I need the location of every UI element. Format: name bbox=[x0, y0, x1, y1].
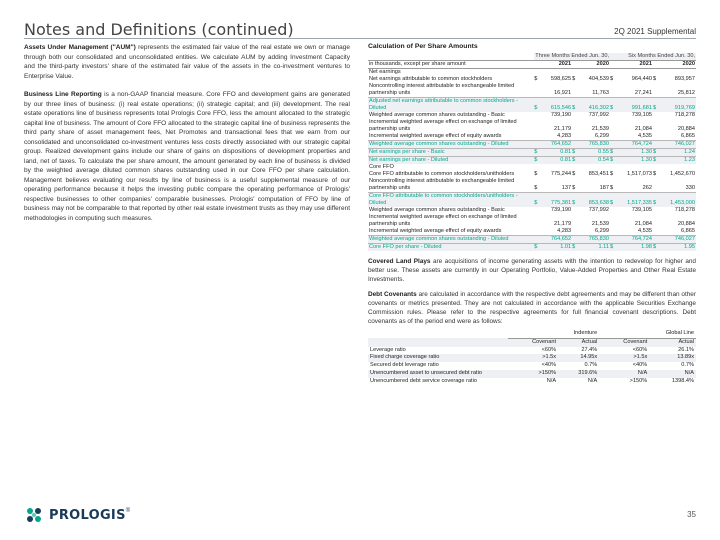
row-value: 0.55 bbox=[577, 149, 610, 157]
six-months-header: Six Months Ended Jun. 30, bbox=[610, 53, 696, 61]
covenant-row bbox=[368, 362, 696, 370]
covenant-value: 0.7% bbox=[584, 362, 598, 369]
covenant-value: >150% bbox=[629, 377, 648, 384]
row-value: 737,992 bbox=[588, 112, 609, 118]
row-value bbox=[577, 69, 610, 77]
currency-symbol: $ bbox=[610, 171, 614, 177]
currency-symbol: $ bbox=[534, 185, 538, 191]
row-value: 27,241 bbox=[634, 90, 652, 96]
currency-symbol: $ bbox=[572, 185, 576, 191]
col-covenant-1: Covenant bbox=[508, 338, 558, 346]
row-value: 330 bbox=[685, 185, 695, 191]
row-value: 739,190 bbox=[550, 207, 572, 213]
per-share-table bbox=[368, 53, 696, 251]
col-actual-1: Actual bbox=[558, 338, 599, 346]
row-value: 764,652 bbox=[539, 141, 572, 149]
row-value: 718,278 bbox=[674, 207, 695, 213]
covenant-row bbox=[368, 354, 696, 362]
covenant-value: N/A bbox=[587, 377, 598, 384]
registered-mark: ® bbox=[125, 508, 131, 514]
row-value: 739,190 bbox=[550, 112, 572, 118]
debt-covenants-term: Debt Covenants bbox=[368, 291, 417, 298]
covenant-value: 14.95x bbox=[558, 354, 599, 362]
row-value: 16,921 bbox=[554, 90, 572, 96]
row-value: 893,957 bbox=[674, 76, 695, 82]
currency-symbol: $ bbox=[572, 193, 577, 208]
row-value: 6,299 bbox=[595, 133, 609, 139]
covenant-value: <40% bbox=[541, 362, 557, 369]
row-value: 20,884 bbox=[677, 221, 695, 227]
covenant-row bbox=[368, 378, 696, 386]
row-value: 615,546 bbox=[539, 98, 572, 113]
currency-symbol: $ bbox=[610, 76, 614, 82]
per-share-row bbox=[368, 193, 696, 208]
currency-symbol: $ bbox=[653, 171, 657, 177]
row-value: 1.23 bbox=[658, 157, 696, 165]
row-value: 853,638 bbox=[577, 193, 610, 208]
currency-symbol: $ bbox=[572, 76, 576, 82]
currency-symbol: $ bbox=[534, 171, 538, 177]
row-value: 853,451 bbox=[588, 171, 609, 177]
covenant-value: 27.4% bbox=[581, 346, 598, 353]
global-line-header: Global Line bbox=[599, 330, 696, 338]
indenture-header: Indenture bbox=[508, 330, 599, 338]
row-value: 6,865 bbox=[681, 133, 695, 139]
row-label: Net earnings per share - Diluted bbox=[368, 157, 534, 165]
row-value: 718,278 bbox=[674, 112, 695, 118]
row-value: 764,724 bbox=[615, 236, 653, 244]
row-label: Weighted average common shares outstanding - Basic bbox=[369, 207, 505, 213]
row-value: 4,283 bbox=[557, 228, 572, 234]
row-value: 21,539 bbox=[591, 126, 609, 132]
currency-symbol: $ bbox=[534, 193, 539, 208]
business-line-paragraph bbox=[24, 90, 350, 223]
covenants-header-cols bbox=[368, 338, 696, 346]
prologis-logo bbox=[24, 505, 130, 525]
covenant-value: >1.5x bbox=[508, 354, 558, 362]
row-label: Weighted average common shares outstanding - Basic bbox=[369, 112, 505, 118]
currency-symbol: $ bbox=[610, 98, 615, 113]
row-value: 20,884 bbox=[677, 126, 695, 132]
covenant-label: Unencumbered asset to unsecured debt ratio bbox=[368, 370, 508, 378]
per-share-row bbox=[368, 69, 696, 77]
per-share-row bbox=[368, 178, 696, 193]
prologis-logo-text: PROLOGIS bbox=[49, 507, 126, 523]
right-column bbox=[368, 43, 696, 386]
covenant-value: >1.5x bbox=[599, 354, 649, 362]
left-column bbox=[24, 43, 350, 232]
covenant-row bbox=[368, 347, 696, 355]
row-value: 4,535 bbox=[638, 133, 652, 139]
covenant-value: >150% bbox=[508, 370, 558, 378]
row-value: 1,517,335 bbox=[615, 193, 653, 208]
currency-symbol: $ bbox=[653, 149, 657, 155]
row-value: 11,763 bbox=[592, 90, 609, 96]
row-label: Core FFO attributable to common stockholders/unitholders bbox=[369, 171, 515, 177]
row-value: 765,830 bbox=[577, 236, 610, 244]
covenant-value: 26.1% bbox=[678, 346, 694, 353]
per-share-row bbox=[368, 236, 696, 244]
row-value: 739,105 bbox=[631, 112, 652, 118]
row-value bbox=[577, 164, 610, 171]
row-value: 1.30 bbox=[615, 149, 653, 157]
row-label: Adjusted net earnings attributable to common stockholders - Diluted bbox=[368, 98, 534, 113]
row-value: 764,652 bbox=[539, 236, 572, 244]
currency-symbol: $ bbox=[534, 149, 538, 155]
covenant-value: <60% bbox=[541, 346, 557, 353]
per-share-row bbox=[368, 214, 696, 228]
business-line-term: Business Line Reporting bbox=[24, 91, 102, 98]
row-value: 137 bbox=[561, 185, 572, 191]
per-share-header-groups bbox=[368, 53, 696, 61]
row-value: 4,283 bbox=[557, 133, 572, 139]
covenant-label: Unencumbered debt service coverage ratio bbox=[370, 377, 477, 384]
row-value bbox=[615, 69, 653, 77]
row-label: Net earnings attributable to common stockholders bbox=[369, 76, 493, 82]
row-label: Core FFO attributable to common stockholders/unitholders - Diluted bbox=[368, 193, 534, 208]
row-value: 1.98 bbox=[615, 244, 653, 252]
row-label: Net earnings per share - Basic bbox=[368, 149, 534, 157]
row-value: 919,769 bbox=[658, 98, 696, 113]
covenant-label: Fixed charge coverage ratio bbox=[368, 354, 508, 362]
row-value: 737,992 bbox=[588, 207, 609, 213]
currency-symbol: $ bbox=[653, 76, 657, 82]
currency-symbol: $ bbox=[534, 76, 538, 82]
row-label: Incremental weighted average effect of equity awards bbox=[369, 228, 502, 234]
per-share-row bbox=[368, 98, 696, 113]
row-label: Noncontrolling interest attributable to exchangeable limited partnership units bbox=[369, 83, 515, 96]
row-label: Net earnings bbox=[369, 69, 401, 75]
row-value: 21,084 bbox=[634, 221, 652, 227]
covenant-value: 1398.4% bbox=[671, 377, 694, 384]
row-value: 746,027 bbox=[658, 236, 696, 244]
covenant-label: Secured debt leverage ratio bbox=[370, 362, 439, 369]
row-value bbox=[615, 164, 653, 171]
per-share-row bbox=[368, 164, 696, 171]
per-share-title: Calculation of Per Share Amounts bbox=[368, 43, 478, 50]
row-value: 0.81 bbox=[539, 149, 572, 157]
row-value: 1,452,670 bbox=[670, 171, 695, 177]
year-col-2: 2020 bbox=[572, 61, 610, 69]
row-label: Core FFO per share - Diluted bbox=[368, 244, 534, 252]
row-value: 1,453,000 bbox=[658, 193, 696, 208]
covenant-row bbox=[368, 370, 696, 378]
per-share-row bbox=[368, 171, 696, 178]
row-value: 262 bbox=[642, 185, 652, 191]
currency-symbol: $ bbox=[610, 244, 614, 250]
covenant-value: N/A bbox=[546, 377, 557, 384]
currency-symbol: $ bbox=[572, 98, 577, 113]
row-value: 21,539 bbox=[591, 221, 609, 227]
row-value: 764,724 bbox=[615, 141, 653, 149]
row-value: 1.11 bbox=[577, 244, 610, 252]
col-actual-2: Actual bbox=[649, 338, 696, 346]
covenant-value: 0.7% bbox=[681, 362, 694, 369]
covenant-value: N/A bbox=[599, 370, 649, 378]
row-label: Incremental weighted average effect on exchange of limited partnership units bbox=[369, 119, 517, 132]
covenant-value: N/A bbox=[649, 370, 696, 378]
currency-symbol: $ bbox=[610, 149, 614, 155]
currency-symbol: $ bbox=[653, 98, 658, 113]
row-label: Incremental weighted average effect on exchange of limited partnership units bbox=[369, 214, 517, 227]
per-share-header-years bbox=[368, 61, 696, 69]
currency-symbol: $ bbox=[572, 171, 576, 177]
col-covenant-2: Covenant bbox=[599, 338, 649, 346]
currency-symbol: $ bbox=[572, 244, 576, 250]
per-share-row bbox=[368, 149, 696, 157]
three-months-header: Three Months Ended Jun. 30, bbox=[535, 53, 609, 59]
row-value: 1,517,073 bbox=[627, 171, 652, 177]
covenant-label: Leverage ratio bbox=[370, 346, 406, 353]
row-value: 6,865 bbox=[681, 228, 695, 234]
covenants-header-groups bbox=[368, 330, 696, 338]
covenant-value: 13.89x bbox=[649, 354, 696, 362]
row-value: 21,179 bbox=[554, 126, 572, 132]
per-share-row bbox=[368, 141, 696, 149]
row-label: Weighted average common shares outstanding - Diluted bbox=[368, 141, 534, 149]
covered-land-plays-paragraph bbox=[368, 257, 696, 284]
aum-paragraph bbox=[24, 43, 350, 81]
row-value: 187 bbox=[599, 185, 609, 191]
year-col-1: 2021 bbox=[534, 61, 572, 69]
row-value: 746,027 bbox=[658, 141, 696, 149]
row-value: 1.24 bbox=[658, 149, 696, 157]
row-value: 739,105 bbox=[631, 207, 652, 213]
year-col-4: 2020 bbox=[653, 61, 696, 69]
row-value: 1.30 bbox=[615, 157, 653, 165]
row-value: 416,302 bbox=[577, 98, 610, 113]
prologis-logo-icon bbox=[24, 505, 44, 525]
row-label: Incremental weighted average effect of equity awards bbox=[369, 133, 502, 139]
row-value bbox=[658, 164, 696, 171]
per-share-row bbox=[368, 157, 696, 165]
page-number: 35 bbox=[687, 510, 696, 519]
row-value: 6,299 bbox=[595, 228, 609, 234]
currency-symbol: $ bbox=[534, 98, 539, 113]
debt-covenants-text: are calculated in accordance with the respective debt agreements and may be different than other covenants or metrics presented. They are not calculated in accordance with the applicable Securities Exchange Commission rules. Please refer to the respective agreements for full financial covenant descriptions. Debt covenants as of the period end were as follows: bbox=[368, 291, 696, 325]
currency-symbol: $ bbox=[534, 157, 538, 163]
covenants-table bbox=[368, 330, 696, 386]
year-col-3: 2021 bbox=[610, 61, 653, 69]
row-value: 25,812 bbox=[677, 90, 695, 96]
per-share-row bbox=[368, 244, 696, 252]
covenant-value: 319.6% bbox=[558, 370, 599, 378]
row-label: Noncontrolling interest attributable to exchangeable limited partnership units bbox=[369, 178, 515, 191]
row-value: 598,625 bbox=[550, 76, 572, 82]
currency-symbol: $ bbox=[610, 193, 615, 208]
row-value: 991,681 bbox=[615, 98, 653, 113]
row-value: 404,539 bbox=[588, 76, 609, 82]
currency-symbol: $ bbox=[572, 157, 576, 163]
row-value bbox=[539, 69, 572, 77]
debt-covenants-paragraph bbox=[368, 290, 696, 326]
per-share-row bbox=[368, 76, 696, 83]
page-title: Notes and Definitions (continued) bbox=[24, 20, 294, 39]
per-share-row bbox=[368, 228, 696, 236]
currency-symbol: $ bbox=[572, 149, 576, 155]
per-share-row bbox=[368, 119, 696, 133]
row-value: 1.95 bbox=[658, 244, 696, 252]
per-share-row bbox=[368, 112, 696, 119]
currency-symbol: $ bbox=[610, 157, 614, 163]
row-value: 21,179 bbox=[554, 221, 572, 227]
row-value: 775,381 bbox=[539, 193, 572, 208]
row-value: 0.54 bbox=[577, 157, 610, 165]
covenant-value: <40% bbox=[632, 362, 648, 369]
row-value: 775,244 bbox=[550, 171, 572, 177]
row-value: 0.81 bbox=[539, 157, 572, 165]
units-label: in thousands, except per share amount bbox=[368, 61, 534, 69]
row-value: 964,440 bbox=[631, 76, 652, 82]
aum-text: represents the estimated fair value of the real estate we own or manage through both our consolidated and unconsolidated entities. We calculate AUM by adding Investment Capacity and the third-party investors' share of the estimated fair value of the assets in the co-investment ventures to Enterprise Value. bbox=[24, 44, 350, 80]
row-label: Weighted average common shares outstanding - Diluted bbox=[368, 236, 534, 244]
row-value: 4,535 bbox=[638, 228, 652, 234]
covered-land-plays-term: Covered Land Plays bbox=[368, 258, 431, 265]
row-value bbox=[539, 164, 572, 171]
per-share-row bbox=[368, 83, 696, 98]
row-value: 765,830 bbox=[577, 141, 610, 149]
per-share-row bbox=[368, 133, 696, 141]
report-label: 2Q 2021 Supplemental bbox=[614, 27, 696, 36]
row-value: 1.01 bbox=[539, 244, 572, 252]
business-line-text: is a non-GAAP financial measure. Core FFO and development gains are generated by our three lines of business: (i) real estate operations; (ii) strategic capital; and (iii) development. The real estate operations line of business represents total Prologis Core FFO, less the amount allocated to the strategic capital line of business. The amount of Core FFO allocated to the strategic capital line of business represents the third party share of asset management fees, Net Promotes and transactional fees that we earn from our consolidated and unconsolidated co-investment ventures less costs directly associated with our strategic capital group. Realized development gains include our share of gains on dispositions of development properties and land, net of taxes. To calculate the per share amount, the amount generated by each line of business is divided by the weighted average diluted common shares outstanding used in our Core FFO per share calculation. Management believes evaluating our results by line of business is a useful supplemental measure of our operating performance because it helps the investing public compare the operating performance of Prologis' respective businesses to other companies' comparable businesses. Prologis' computation of FFO by line of business may not be comparable to that reported by other real estate investment trusts as they may use different methodologies in computing such measures. bbox=[24, 91, 350, 222]
currency-symbol: $ bbox=[653, 157, 657, 163]
currency-symbol: $ bbox=[653, 244, 657, 250]
header-divider bbox=[24, 38, 696, 39]
currency-symbol: $ bbox=[610, 185, 614, 191]
covenant-value: <60% bbox=[632, 346, 648, 353]
currency-symbol: $ bbox=[653, 193, 658, 208]
per-share-row bbox=[368, 207, 696, 214]
covered-land-plays-text: are acquisitions of income generating assets with the intention to redevelop for higher and better use. These assets are currently in our Operating Portfolio, Value-Added Properties and Other Real Estate Investments. bbox=[368, 258, 696, 283]
row-value bbox=[658, 69, 696, 77]
row-label: Core FFO bbox=[369, 164, 394, 170]
currency-symbol: $ bbox=[534, 244, 538, 250]
aum-term: Assets Under Management ("AUM") bbox=[24, 44, 136, 51]
row-value: 21,084 bbox=[634, 126, 652, 132]
